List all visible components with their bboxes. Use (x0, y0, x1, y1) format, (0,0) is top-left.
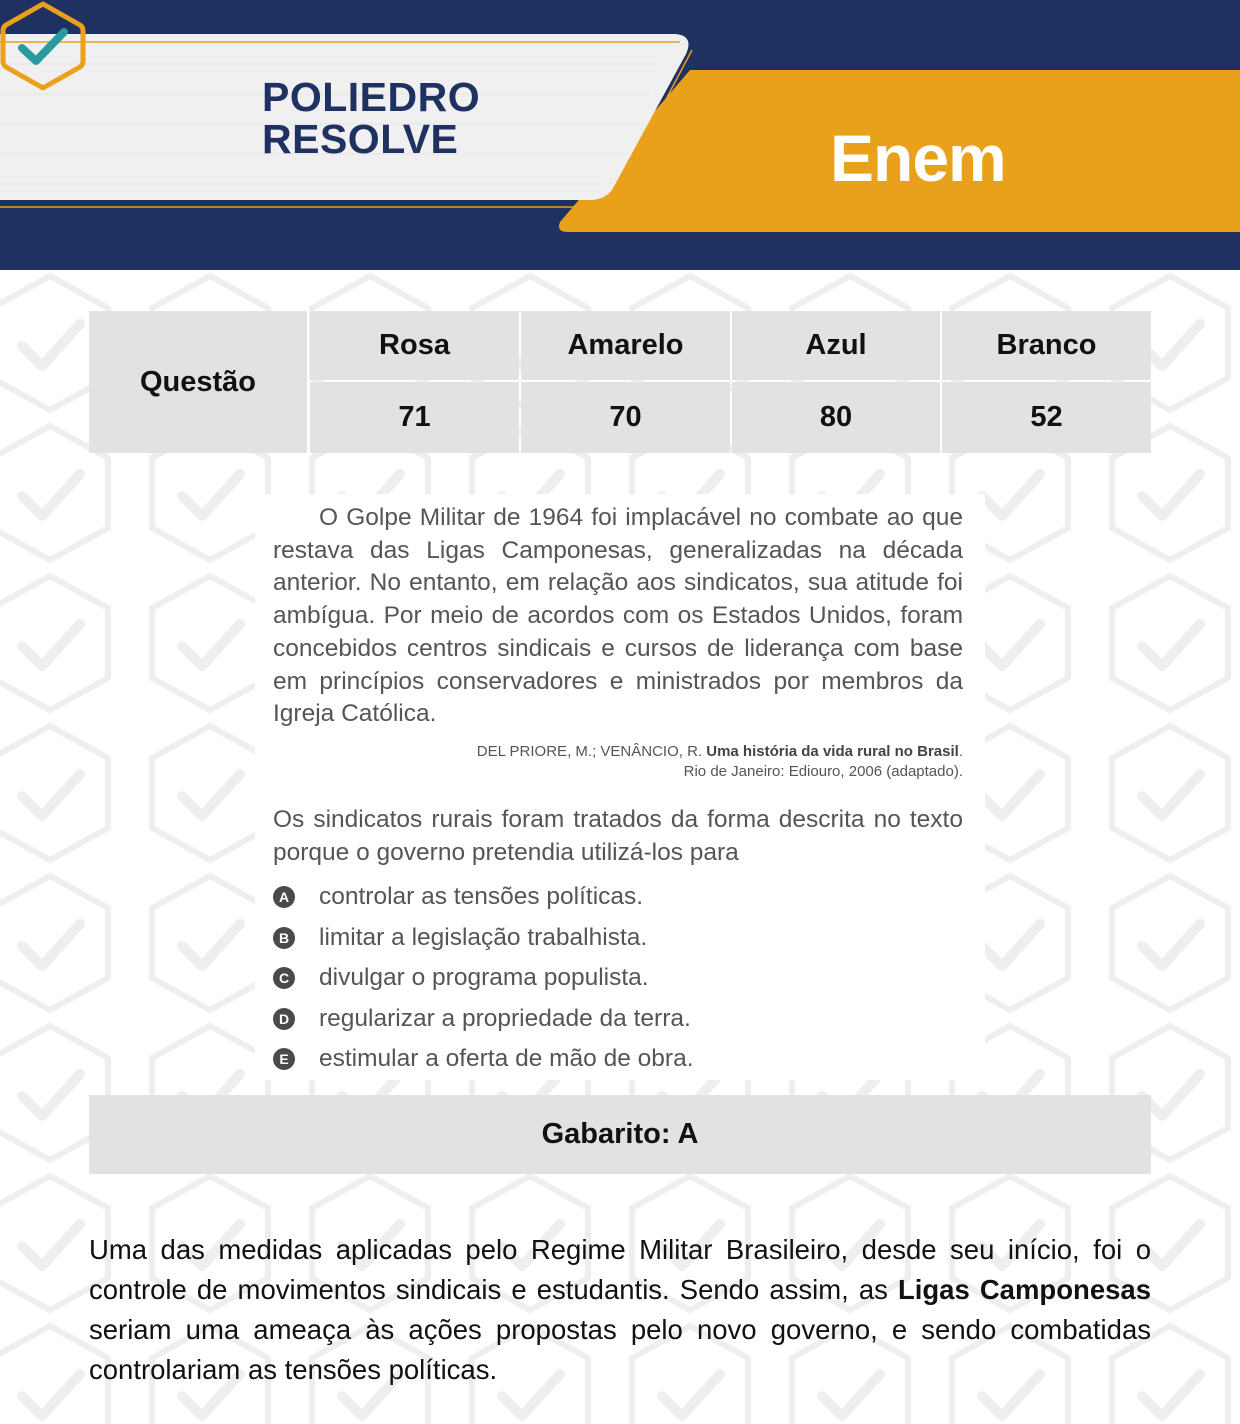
option-letter-icon: C (273, 967, 295, 989)
question-number: 52 (1030, 401, 1063, 433)
color-label: Rosa (379, 329, 450, 361)
question-number-azul (732, 382, 940, 453)
citation-title: Uma história da vida rural no Brasil (706, 743, 959, 760)
citation (477, 742, 963, 782)
exam-title: Enem (830, 121, 1006, 195)
question-block (255, 494, 985, 1080)
color-header-rosa (310, 311, 519, 380)
question-label-cell (89, 311, 307, 453)
color-label: Azul (805, 329, 867, 361)
brand-line-1: POLIEDRO (262, 74, 481, 120)
question-number-amarelo (521, 382, 730, 453)
option-e (273, 1039, 963, 1080)
question-number-table (89, 311, 1151, 453)
answer-key: Gabarito: A (541, 1118, 699, 1150)
option-d (273, 999, 963, 1040)
resolution-part-2: seriam uma ameaça às ações propostas pelo novo governo, e sendo combatidas controlariam as tensões políticas. (89, 1314, 1151, 1385)
question-number: 80 (819, 401, 853, 433)
option-text: limitar a legislação trabalhista. (319, 923, 648, 951)
question-number-branco (942, 382, 1151, 453)
citation-publisher: Rio de Janeiro: Ediouro, 2006 (adaptado). (683, 763, 963, 780)
option-a (273, 877, 963, 918)
checkmark-logo-icon (0, 0, 86, 92)
answer-options (273, 877, 963, 1080)
resolution-part-1: Uma das medidas aplicadas pelo Regime Militar Brasileiro, desde seu início, foi o controle de movimentos sindicais e estudantis. Sendo assim, as (89, 1234, 1151, 1305)
question-number: 71 (398, 401, 431, 433)
color-header-branco (942, 311, 1151, 380)
resolution-bold-term: Ligas Camponesas (897, 1274, 1151, 1305)
passage-text: O Golpe Militar de 1964 foi implacável no combate ao que restava das Ligas Camponesas, generalizadas na década anterior. No entanto, em relação aos sindicatos, sua atitude foi ambígua. Por meio de acordos com os Estados Unidos, foram concebidos centros sindicais e cursos de liderança com base em princípios conservadores e ministrados por membros da Igreja Católica. (273, 504, 963, 728)
option-letter-icon: B (273, 927, 295, 949)
question-stem: Os sindicatos rurais foram tratados da forma descrita no texto porque o governo pretendia utilizá-los para (273, 806, 963, 866)
color-header-azul (732, 311, 940, 380)
question-number: 70 (609, 401, 642, 433)
option-text: controlar as tensões políticas. (319, 883, 644, 911)
brand-wordmark (262, 76, 480, 160)
question-number-rosa (310, 382, 519, 453)
question-label: Questão (139, 365, 257, 398)
color-label: Amarelo (567, 329, 684, 361)
color-label: Branco (996, 329, 1097, 361)
answer-key-bar (89, 1095, 1151, 1174)
option-letter-icon: D (273, 1008, 295, 1030)
option-text: regularizar a propriedade da terra. (319, 1004, 691, 1032)
citation-authors: DEL PRIORE, M.; VENÂNCIO, R. (476, 743, 707, 760)
header-shapes (0, 0, 1240, 270)
option-letter-icon: E (273, 1048, 295, 1070)
option-b (273, 918, 963, 959)
option-letter-icon: A (273, 886, 295, 908)
option-text: estimular a oferta de mão de obra. (319, 1045, 694, 1073)
citation-period: . (958, 743, 963, 760)
color-header-amarelo (521, 311, 730, 380)
brand-line-2: RESOLVE (262, 116, 459, 162)
resolution-text (89, 1230, 1151, 1390)
option-text: divulgar o programa populista. (319, 964, 649, 992)
option-c (273, 958, 963, 999)
header-banner (0, 0, 1240, 270)
question-passage (273, 502, 963, 731)
